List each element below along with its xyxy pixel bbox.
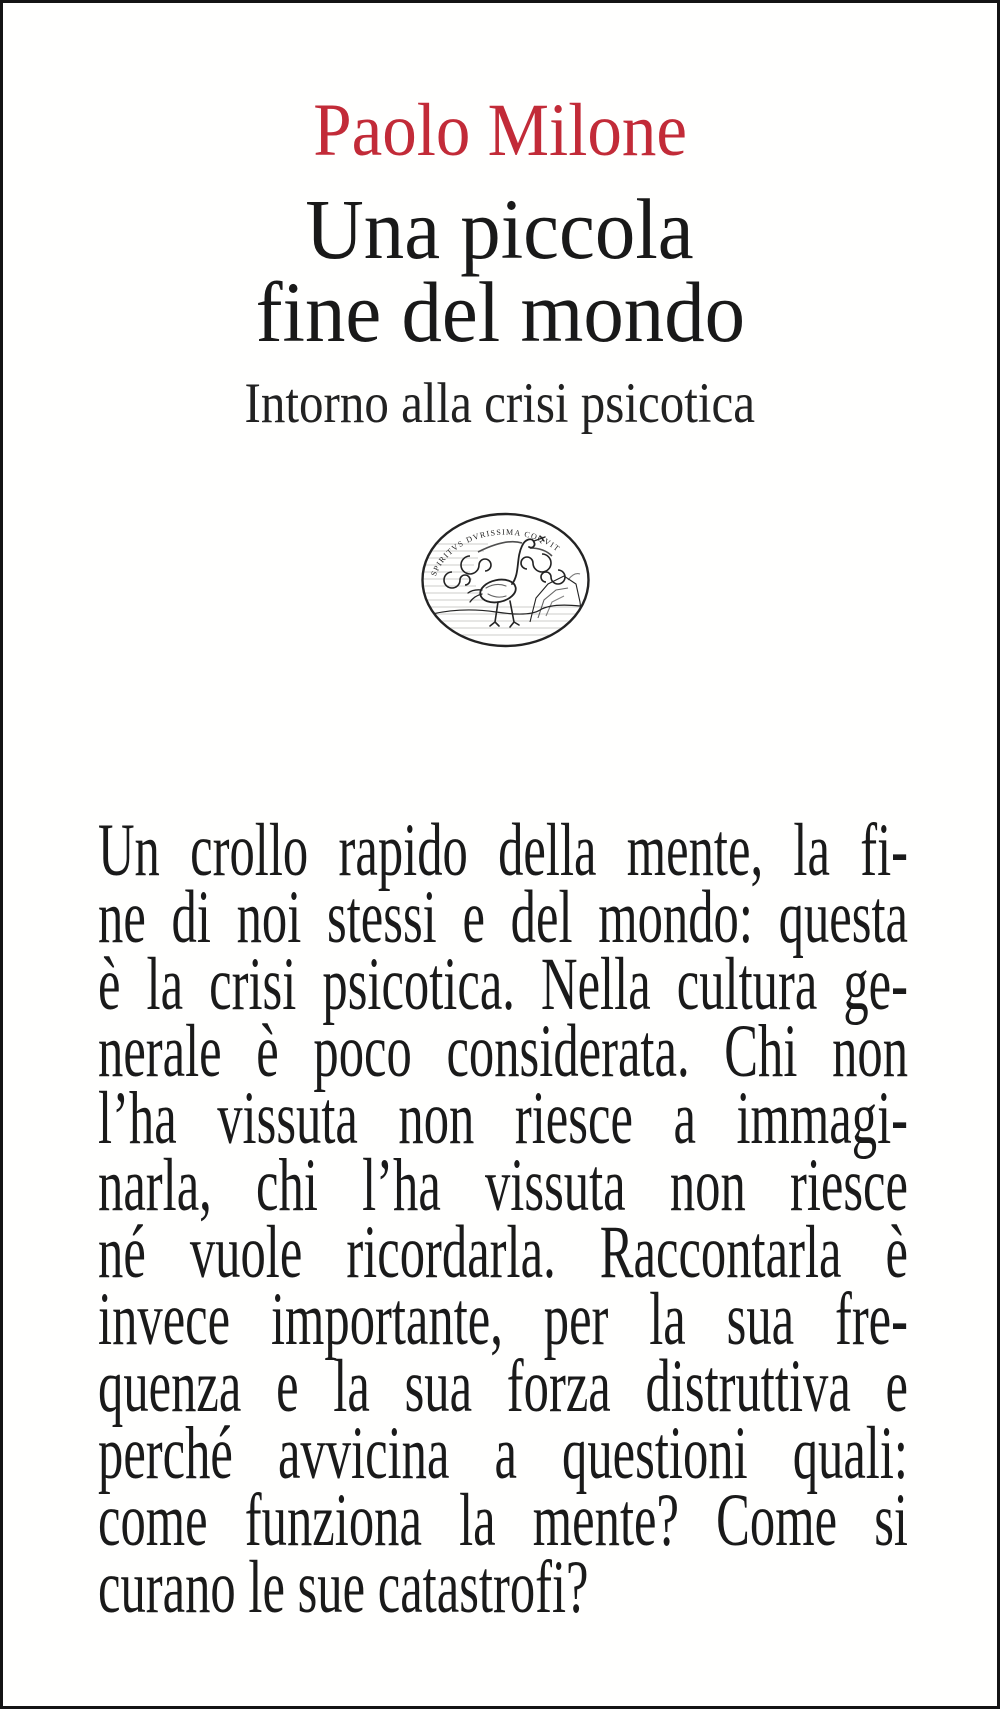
body-line: perché avvicina a questioni quali: xyxy=(98,1412,908,1495)
ostrich-emblem-icon xyxy=(418,510,593,650)
book-subtitle xyxy=(3,372,997,435)
subtitle-text: Intorno alla crisi psicotica xyxy=(244,372,756,435)
body-line: narla, chi l’ha vissuta non riesce xyxy=(98,1144,908,1227)
body-line: invece importante, per la sua fre- xyxy=(98,1278,908,1361)
title-line-1: Una piccola xyxy=(305,181,695,277)
emblem-motto: SPIRITVS DVRISSIMA COQVIT xyxy=(429,527,562,578)
body-line: nerale è poco considerata. Chi non xyxy=(98,1010,908,1093)
body-line: quenza e la sua forza distruttiva e xyxy=(98,1345,908,1428)
author-name xyxy=(3,89,997,172)
author-name-text: Paolo Milone xyxy=(313,89,687,172)
body-line: come funziona la mente? Come si xyxy=(98,1479,908,1562)
body-line: l’ha vissuta non riesce a immagi- xyxy=(98,1077,908,1160)
book-title xyxy=(3,181,997,277)
body-line: curano le sue catastrofi? xyxy=(98,1546,589,1629)
back-cover-blurb xyxy=(98,809,908,1629)
body-line: ne di noi stessi e del mondo: questa xyxy=(98,876,908,959)
body-line: né vuole ricordarla. Raccontarla è xyxy=(98,1211,908,1294)
body-line: Un crollo rapido della mente, la fi- xyxy=(98,809,908,892)
title-line-2: fine del mondo xyxy=(255,264,745,360)
body-line: è la crisi psicotica. Nella cultura ge- xyxy=(98,943,908,1026)
book-title-line2 xyxy=(3,264,997,360)
